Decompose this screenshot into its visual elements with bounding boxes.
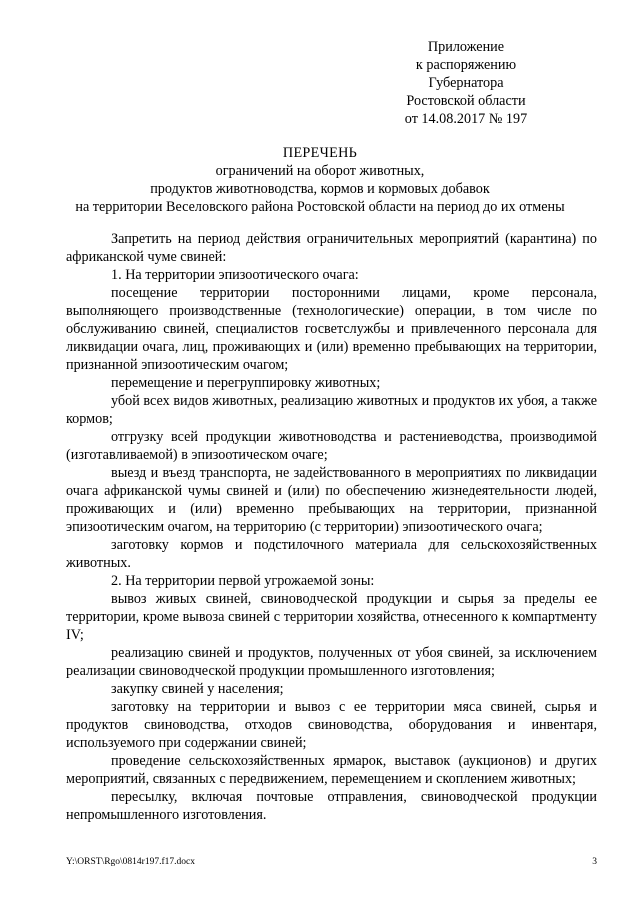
paragraph: пересылку, включая почтовые отправления, свиноводческой продукции непромышленного изготовления.	[66, 789, 597, 823]
paragraph: заготовку кормов и подстилочного материала для сельскохозяйственных животных.	[66, 537, 597, 571]
paragraph: убой всех видов животных, реализацию животных и продуктов их убоя, а также кормов;	[66, 393, 597, 427]
file-path: Y:\ORST\Rgo\0814r197.f17.docx	[66, 857, 195, 867]
page-footer	[66, 856, 597, 868]
appendix-line: от 14.08.2017 № 197	[404, 111, 528, 127]
paragraph: заготовку на территории и вывоз с ее территории мяса свиней, сырья и продуктов свиноводства, отходов свиноводства, оборудования и инвентаря, используемого при содержании свиней;	[66, 699, 597, 751]
page-number: 3	[592, 857, 597, 867]
appendix-block	[366, 38, 566, 128]
paragraph: перемещение и перегруппировку животных;	[111, 375, 381, 391]
appendix-line: Губернатора	[428, 75, 504, 91]
appendix-line: Приложение	[427, 39, 505, 55]
paragraph: вывоз живых свиней, свиноводческой продукции и сырья за пределы ее территории, кроме вывоза свиней с территории хозяйства, отнесенного к компартменту IV;	[66, 591, 597, 643]
appendix-line: к распоряжению	[415, 57, 517, 73]
section-heading: 1. На территории эпизоотического очага:	[111, 267, 359, 283]
document-title	[0, 144, 640, 216]
paragraph: посещение территории посторонними лицами, кроме персонала, выполняющего производственные (технологические) операции, в том числе по обслуживанию свиней, специалистов госветслужбы и привлеченного персонала для ликвидации очага, лиц, проживающих и (или) временно пребывающих на территории, признанной эпизоотическим очагом;	[66, 285, 597, 373]
paragraph: отгрузку всей продукции животноводства и растениеводства, производимой (изготавливаемой) в эпизоотическом очаге;	[66, 429, 597, 463]
title-line: ограничений на оборот животных,	[215, 163, 425, 179]
title-line: продуктов животноводства, кормов и кормовых добавок	[150, 181, 490, 197]
paragraph: выезд и въезд транспорта, не задействованного в мероприятиях по ликвидации очага африканской чумы свиней и (или) по обеспечению жизнедеятельности людей, проживающих и (или) временно пребывающих на территории, признанной эпизоотическим очагом, на территорию (с территории) эпизоотического очага;	[66, 465, 597, 535]
paragraph: реализацию свиней и продуктов, полученных от убоя свиней, за исключением реализации свиноводческой продукции промышленного изготовления;	[66, 645, 597, 679]
appendix-line: Ростовской области	[406, 93, 526, 109]
title-heading: ПЕРЕЧЕНЬ	[282, 145, 358, 161]
title-line: на территории Веселовского района Ростовской области на период до их отмены	[75, 199, 565, 215]
paragraph: Запретить на период действия ограничительных мероприятий (карантина) по африканской чуме свиней:	[66, 231, 597, 265]
document-body	[66, 230, 597, 824]
section-heading: 2. На территории первой угрожаемой зоны:	[111, 573, 375, 589]
paragraph: закупку свиней у населения;	[111, 681, 284, 697]
paragraph: проведение сельскохозяйственных ярмарок, выставок (аукционов) и других мероприятий, связанных с передвижением, перемещением и скоплением животных;	[66, 753, 597, 787]
